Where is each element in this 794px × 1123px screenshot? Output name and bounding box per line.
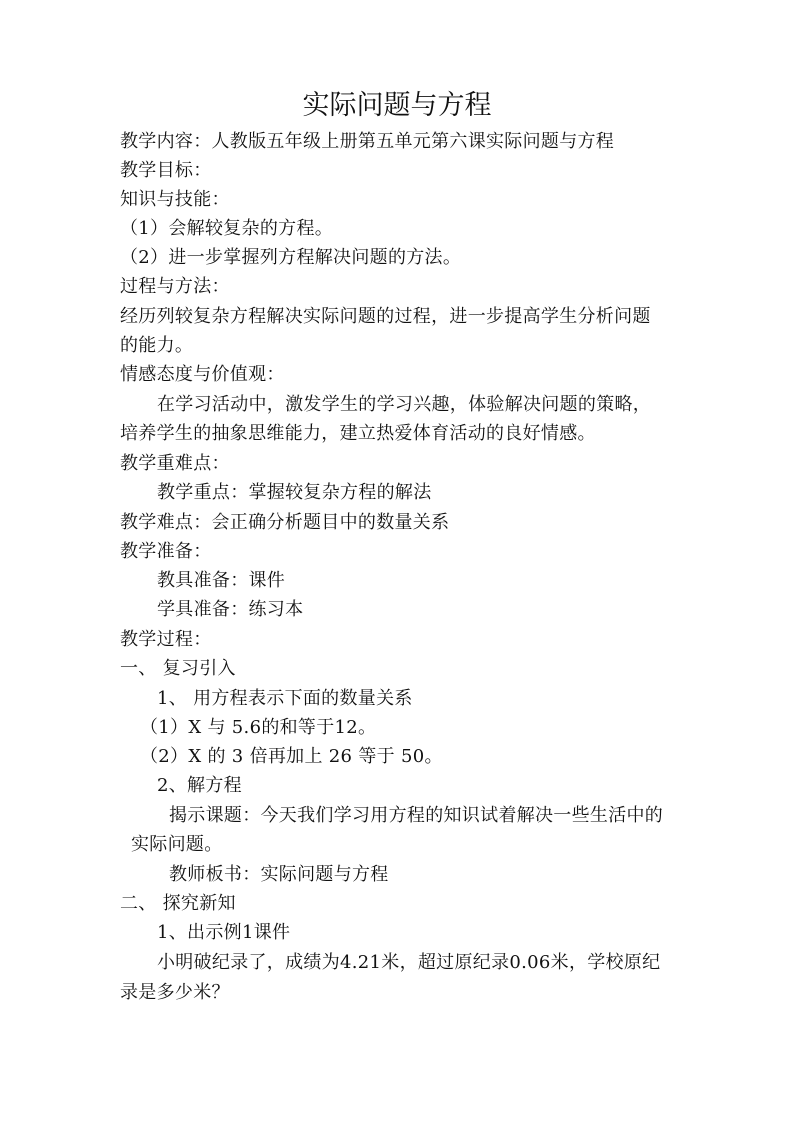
blackboard-title-line: 教师板书：实际问题与方程	[169, 864, 389, 885]
goal-item-1: （1）会解较复杂的方程。	[120, 218, 334, 239]
explore-section-heading: 二、 探究新知	[120, 893, 236, 914]
document-title: 实际问题与方程	[302, 90, 492, 121]
attitude-values-text: 在学习活动中，激发学生的学习兴趣，体验解决问题的策略，	[157, 394, 652, 415]
review-question-1: （1）X 与 5.6的和等于12。	[140, 717, 377, 738]
attitude-values-text-continued: 培养学生的抽象思维能力，建立热爱体育活动的良好情感。	[120, 423, 596, 444]
teaching-process-heading: 教学过程：	[120, 629, 212, 650]
example-problem-text: 小明破纪录了，成绩为4.21米，超过原纪录0.06米，学校原纪	[157, 952, 661, 973]
teaching-tools-line: 教具准备：课件	[157, 570, 286, 591]
process-methods-heading: 过程与方法：	[120, 276, 230, 297]
example-problem-text-continued: 录是多少米？	[120, 982, 230, 1003]
review-step-1: 1、 用方程表示下面的数量关系	[157, 688, 413, 709]
goal-item-2: （2）进一步掌握列方程解决问题的方法。	[120, 247, 462, 268]
teaching-difficulty-line: 教学难点：会正确分析题目中的数量关系	[120, 512, 450, 533]
reveal-topic-line: 揭示课题：今天我们学习用方程的知识试着解决一些生活中的	[169, 805, 664, 826]
review-section-heading: 一、 复习引入	[120, 658, 236, 679]
preparation-heading: 教学准备：	[120, 541, 212, 562]
reveal-topic-line-continued: 实际问题。	[131, 834, 223, 855]
review-step-2: 2、解方程	[157, 775, 242, 796]
attitude-values-heading: 情感态度与价值观：	[120, 364, 285, 385]
process-methods-text: 经历列较复杂方程解决实际问题的过程，进一步提高学生分析问题	[120, 306, 651, 327]
process-methods-text-continued: 的能力。	[120, 335, 194, 356]
teaching-content-line: 教学内容：人教版五年级上册第五单元第六课实际问题与方程	[120, 131, 615, 152]
key-points-heading: 教学重难点：	[120, 453, 230, 474]
knowledge-skills-heading: 知识与技能：	[120, 189, 230, 210]
student-tools-line: 学具准备：练习本	[157, 599, 304, 620]
teaching-goals-heading: 教学目标：	[120, 160, 212, 181]
review-question-2: （2）X 的 3 倍再加上 26 等于 50。	[140, 746, 443, 767]
example-step-1: 1、出示例1课件	[157, 922, 291, 943]
teaching-focus-line: 教学重点：掌握较复杂方程的解法	[157, 482, 432, 503]
